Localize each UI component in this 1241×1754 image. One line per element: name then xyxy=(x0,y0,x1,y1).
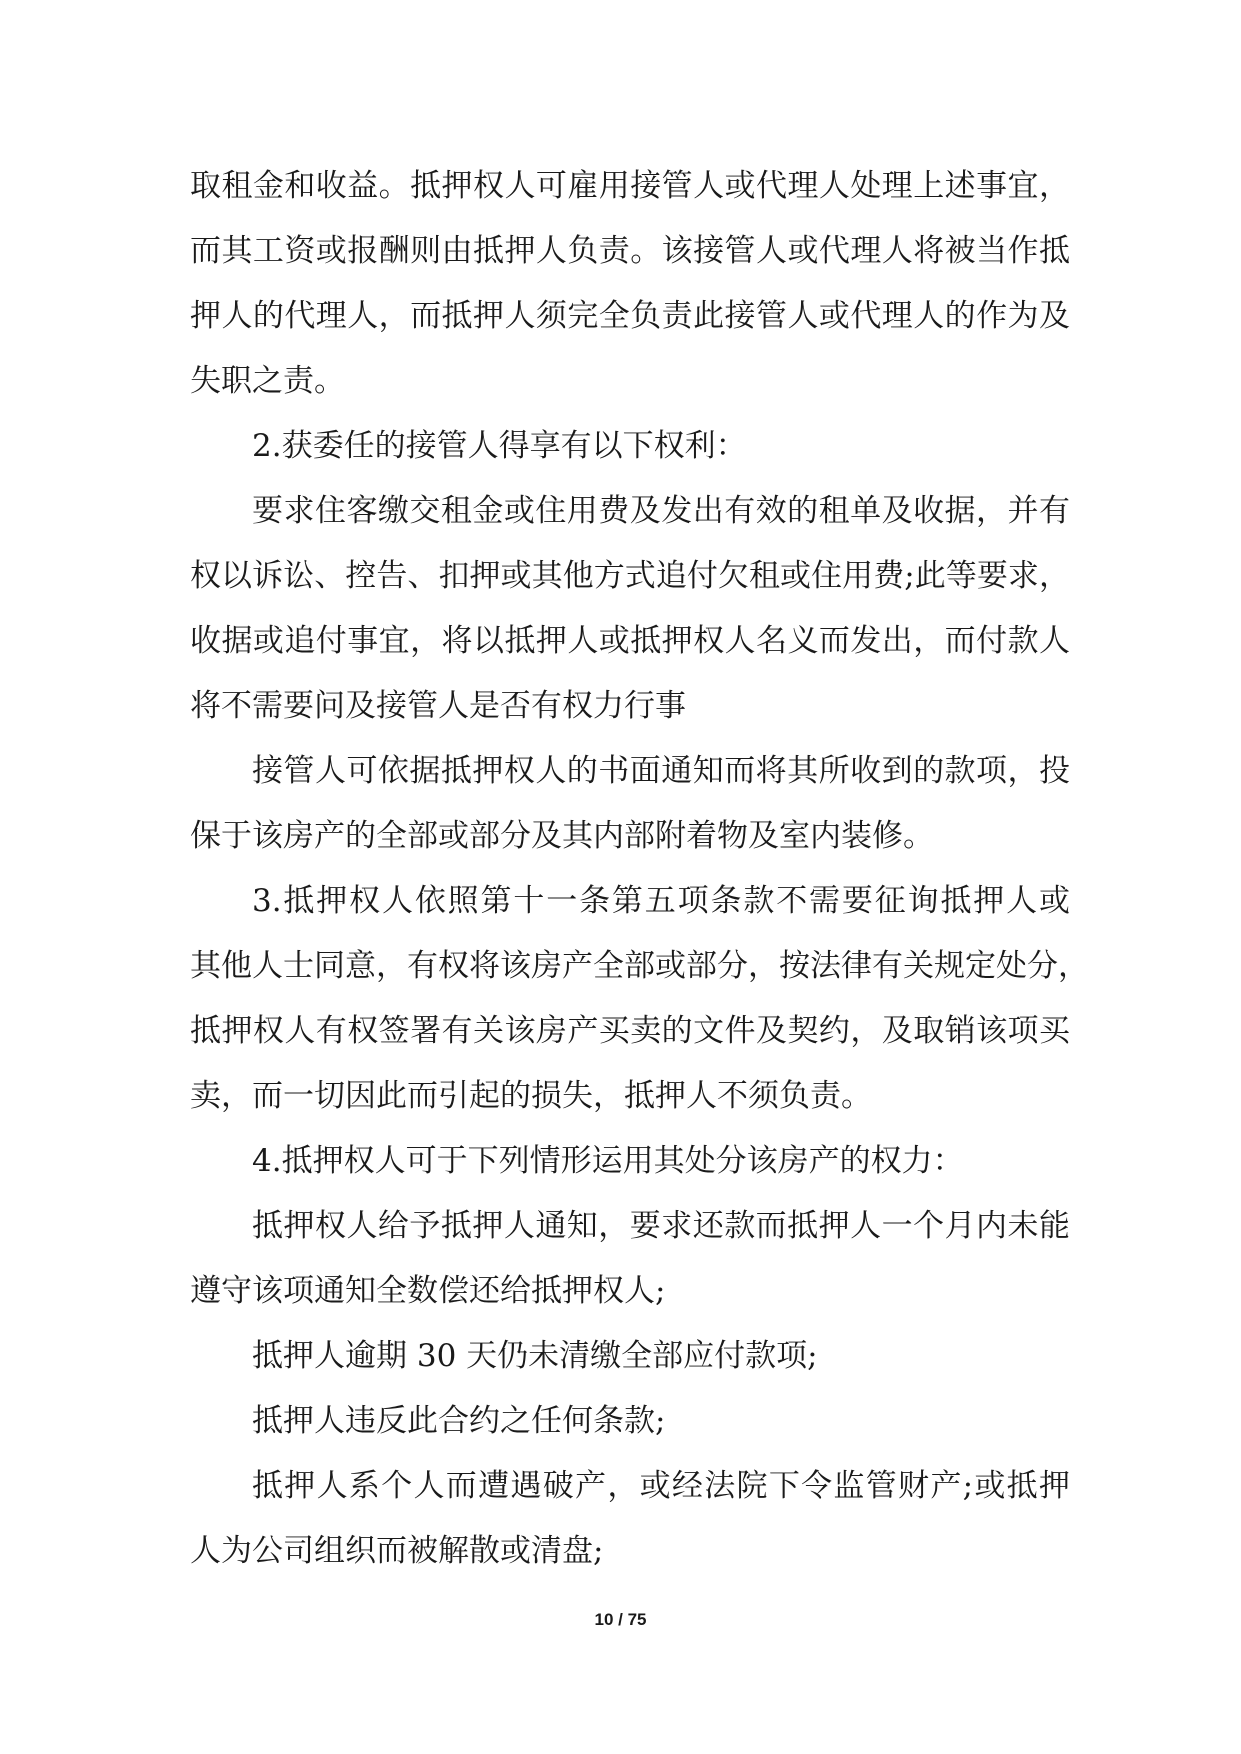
text-line: 接管人可依据抵押权人的书面通知而将其所收到的款项，投 xyxy=(252,753,1070,789)
text-line: 收据或追付事宜，将以抵押人或抵押权人名义而发出，而付款人 xyxy=(190,623,1070,659)
text-line: 抵押权人给予抵押人通知，要求还款而抵押人一个月内未能 xyxy=(252,1208,1070,1244)
clause-heading: 3.抵押权人依照第十一条第五项条款不需要征询抵押人或 xyxy=(252,883,1070,919)
text-line: 失职之责。 xyxy=(190,363,345,399)
text-line: 其他人士同意，有权将该房产全部或部分，按法律有关规定处分， xyxy=(190,948,1089,984)
text-line: 卖，而一切因此而引起的损失，抵押人不须负责。 xyxy=(190,1078,872,1114)
text-line: 遵守该项通知全数偿还给抵押权人; xyxy=(190,1273,666,1309)
clause-heading: 2.获委任的接管人得享有以下权利： xyxy=(252,428,747,464)
text-line: 抵押权人有权签署有关该房产买卖的文件及契约，及取销该项买 xyxy=(190,1013,1070,1049)
clause-heading: 4.抵押权人可于下列情形运用其处分该房产的权力： xyxy=(252,1143,964,1179)
text-line: 而其工资或报酬则由抵押人负责。该接管人或代理人将被当作抵 xyxy=(190,233,1070,269)
text-line: 抵押人系个人而遭遇破产，或经法院下令监管财产;或抵押 xyxy=(252,1468,1070,1504)
body-text xyxy=(190,154,1089,1584)
text-line: 抵押人违反此合约之任何条款; xyxy=(252,1403,666,1439)
text-line: 押人的代理人，而抵押人须完全负责此接管人或代理人的作为及 xyxy=(190,298,1070,334)
page-number: 10 / 75 xyxy=(594,1610,647,1629)
text-line: 权以诉讼、控告、扣押或其他方式追付欠租或住用费;此等要求， xyxy=(190,558,1070,594)
text-line: 将不需要问及接管人是否有权力行事 xyxy=(190,688,686,724)
text-line: 取租金和收益。抵押权人可雇用接管人或代理人处理上述事宜， xyxy=(190,168,1070,204)
text-line: 抵押人逾期 30 天仍未清缴全部应付款项; xyxy=(252,1338,818,1374)
text-line: 人为公司组织而被解散或清盘; xyxy=(190,1533,604,1569)
text-line: 保于该房产的全部或部分及其内部附着物及室内装修。 xyxy=(190,818,934,854)
text-line: 要求住客缴交租金或住用费及发出有效的租单及收据，并有 xyxy=(252,493,1070,529)
